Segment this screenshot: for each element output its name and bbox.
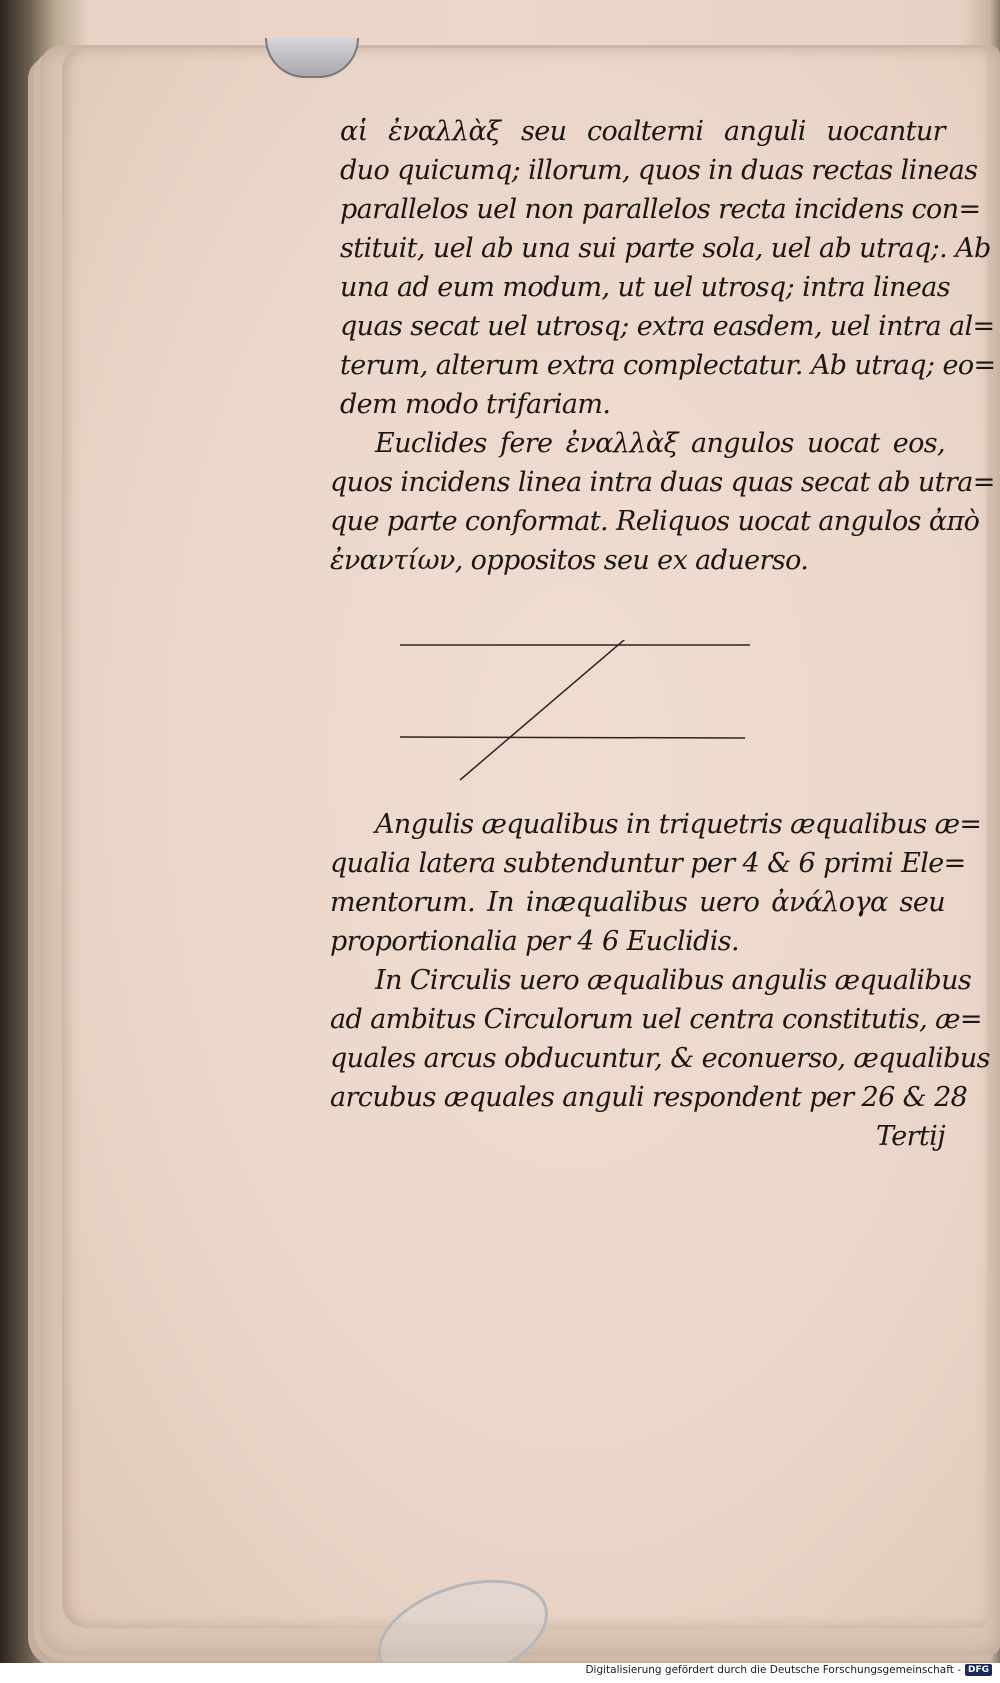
text-line: proportionalia per 4 6 Euclidis. [330, 926, 739, 957]
text-line: In Circulis uero æqualibus angulis æqualibus [375, 965, 972, 996]
text-line: ad ambitus Circulorum uel centra constitutis, æ= [330, 1004, 982, 1035]
lower-parallel-line [400, 737, 745, 738]
credit-text: Digitalisierung gefördert durch die Deutsche Forschungsgemeinschaft - [585, 1664, 961, 1676]
text-line: qualia latera subtenduntur per 4 & 6 primi Ele= [330, 848, 966, 879]
text-line: stituit, uel ab una sui parte sola, uel ab utraq;. Ab [340, 233, 991, 264]
text-line: terum, alterum extra complectatur. Ab utraq; eo= [340, 350, 996, 381]
text-line: parallelos uel non parallelos recta incidens con= [340, 194, 981, 225]
page-text-lower [330, 805, 990, 1156]
text-line: quos incidens linea intra duas quas secat ab utra= [330, 467, 995, 498]
text-line: αἱ ἐναλλὰξ seu coalterni anguli uocantur [340, 116, 945, 147]
catchword: Tertij [875, 1121, 945, 1152]
text-line: ἐναντίων, oppositos seu ex aduerso. [330, 545, 809, 576]
text-line: Euclides fere ἐναλλὰξ angulos uocat eos, [375, 428, 945, 459]
parallel-lines-diagram [400, 640, 760, 790]
paragraph-circles [330, 961, 990, 1117]
paragraph-euclid [330, 424, 995, 580]
text-line: mentorum. In inæqualibus uero ἀνάλογα seu [330, 887, 945, 918]
text-line: quales arcus obducuntur, & econuerso, æqualibus [330, 1043, 990, 1074]
text-line: quas secat uel utrosq; extra easdem, uel intra al= [340, 311, 995, 342]
text-line: que parte conformat. Reliquos uocat angulos ἀπὸ [330, 506, 980, 537]
text-line: arcubus æquales anguli respondent per 26 & 28 [330, 1082, 968, 1113]
text-line: una ad eum modum, ut uel utrosq; intra lineas [340, 272, 950, 303]
dfg-logo: DFG [965, 1664, 992, 1676]
transversal-line [460, 640, 665, 780]
text-line: Angulis æqualibus in triquetris æqualibus æ= [375, 809, 982, 840]
page-text [330, 112, 996, 580]
digitization-credit [585, 1664, 992, 1676]
text-line: dem modo trifariam. [340, 389, 611, 420]
paragraph-alternate-angles [330, 112, 996, 424]
paragraph-triangles [330, 805, 982, 961]
text-line: duo quicumq; illorum, quos in duas rectas lineas [340, 155, 978, 186]
